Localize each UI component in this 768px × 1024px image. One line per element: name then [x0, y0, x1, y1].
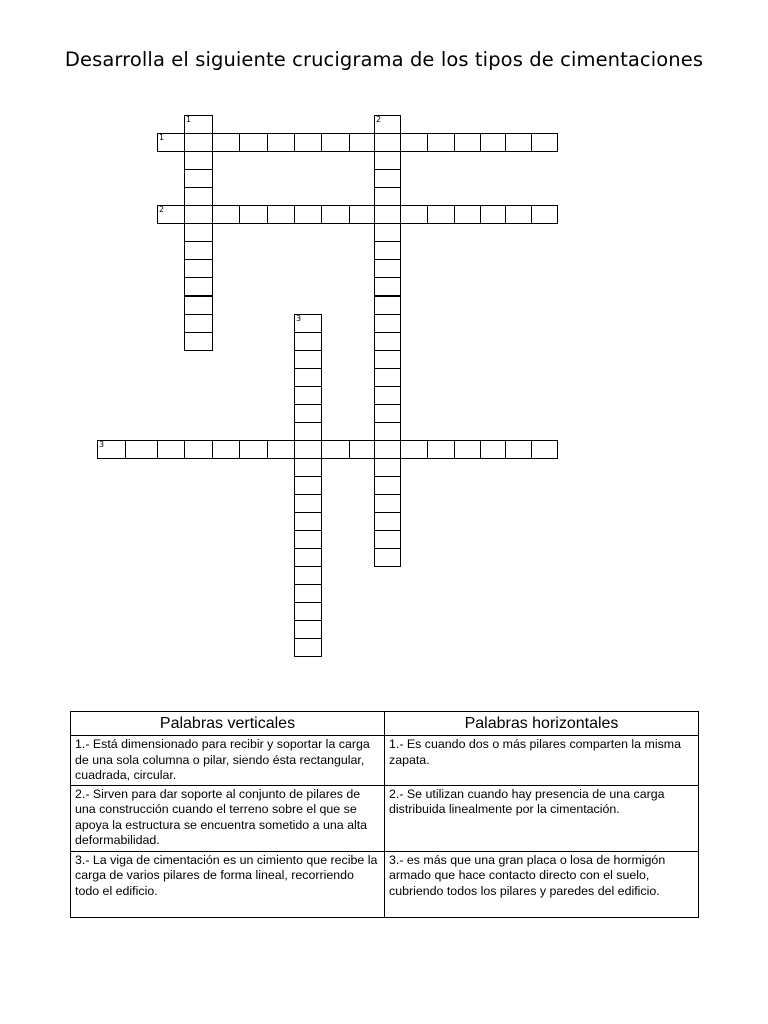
crossword-cell[interactable]	[531, 440, 558, 459]
crossword-cell[interactable]	[480, 133, 506, 152]
crossword-cell[interactable]	[294, 638, 322, 657]
crossword-cell[interactable]	[374, 277, 401, 296]
crossword-cell[interactable]	[294, 440, 322, 459]
clue-row	[71, 736, 699, 786]
crossword-cell[interactable]	[294, 368, 322, 387]
crossword-cell[interactable]	[374, 404, 401, 423]
crossword-cell[interactable]	[239, 133, 268, 152]
crossword-cell[interactable]	[294, 314, 322, 333]
crossword-cell[interactable]	[184, 187, 213, 206]
crossword-cell[interactable]	[374, 205, 401, 224]
crossword-cell[interactable]	[184, 259, 213, 278]
crossword-cell[interactable]	[480, 440, 506, 459]
crossword-cell[interactable]	[427, 440, 455, 459]
crossword-cell[interactable]	[157, 440, 185, 459]
crossword-cell[interactable]	[374, 530, 401, 549]
crossword-cell[interactable]	[321, 440, 350, 459]
crossword-cell[interactable]	[321, 133, 350, 152]
crossword-cell[interactable]	[294, 422, 322, 441]
crossword-cell[interactable]	[400, 205, 428, 224]
crossword-cell[interactable]	[184, 133, 213, 152]
crossword-cell[interactable]	[184, 296, 213, 315]
crossword-cell[interactable]	[239, 440, 268, 459]
clue-row	[71, 785, 699, 851]
crossword-cell[interactable]	[184, 241, 213, 260]
crossword-cell[interactable]	[374, 476, 401, 495]
clues-header-row	[71, 712, 699, 736]
crossword-cell[interactable]	[374, 422, 401, 441]
crossword-cell[interactable]	[454, 440, 481, 459]
crossword-cell[interactable]	[321, 205, 350, 224]
crossword-cell[interactable]	[374, 548, 401, 567]
crossword-cell[interactable]	[184, 277, 213, 296]
crossword-cell[interactable]	[374, 368, 401, 387]
crossword-cell[interactable]	[374, 187, 401, 206]
vertical-clue-1: 1.- Está dimensionado para recibir y soportar la carga de una sola columna o pilar, siendo ésta rectangular, cuadrada, circular.	[71, 736, 385, 786]
crossword-cell[interactable]	[294, 386, 322, 405]
crossword-cell[interactable]	[349, 440, 375, 459]
crossword-cell[interactable]	[184, 332, 213, 351]
crossword-cell[interactable]	[374, 169, 401, 188]
crossword-cell[interactable]	[184, 151, 213, 170]
crossword-cell[interactable]	[505, 440, 532, 459]
crossword-cell[interactable]	[427, 205, 455, 224]
horizontal-clue-3: 3.- es más que una gran placa o losa de hormigón armado que hace contacto directo con el suelo, cubriendo todos los pilares y paredes del edificio.	[385, 851, 699, 917]
crossword-cell[interactable]	[294, 458, 322, 477]
crossword-cell[interactable]	[294, 332, 322, 351]
crossword-cell[interactable]	[374, 440, 401, 459]
crossword-cell[interactable]	[427, 133, 455, 152]
crossword-cell[interactable]	[267, 205, 295, 224]
crossword-cell[interactable]	[454, 205, 481, 224]
clue-row	[71, 851, 699, 917]
crossword-cell[interactable]	[184, 115, 213, 134]
crossword-cell[interactable]	[294, 512, 322, 531]
crossword-cell[interactable]	[374, 458, 401, 477]
crossword-cell[interactable]	[294, 476, 322, 495]
crossword-cell[interactable]	[212, 440, 240, 459]
crossword-cell[interactable]	[480, 205, 506, 224]
clues-table	[70, 711, 699, 918]
crossword-cell[interactable]	[374, 314, 401, 333]
crossword-cell[interactable]	[374, 241, 401, 260]
horizontal-clue-2: 2.- Se utilizan cuando hay presencia de una carga distribuida linealmente por la cimentación.	[385, 785, 699, 851]
crossword-cell[interactable]	[294, 548, 322, 567]
crossword-cell[interactable]	[184, 169, 213, 188]
crossword-cell[interactable]	[157, 205, 185, 224]
crossword-cell[interactable]	[239, 205, 268, 224]
crossword-cell[interactable]	[374, 512, 401, 531]
crossword-cell[interactable]	[294, 494, 322, 513]
crossword-cell[interactable]	[505, 205, 532, 224]
horizontal-words-header: Palabras horizontales	[385, 712, 699, 736]
horizontal-word-number: 2	[159, 205, 165, 214]
crossword-cell[interactable]	[400, 133, 428, 152]
crossword-cell[interactable]	[157, 133, 185, 152]
crossword-cell[interactable]	[294, 602, 322, 621]
vertical-words-header: Palabras verticales	[71, 712, 385, 736]
crossword-cell[interactable]	[374, 115, 401, 134]
crossword-cell[interactable]	[212, 205, 240, 224]
page-title: Desarrolla el siguiente crucigrama de los tipos de cimentaciones	[64, 48, 704, 71]
crossword-cell[interactable]	[294, 584, 322, 603]
crossword-cell[interactable]	[531, 133, 558, 152]
crossword-cell[interactable]	[184, 440, 213, 459]
crossword-cell[interactable]	[505, 133, 532, 152]
crossword-cell[interactable]	[125, 440, 158, 459]
vertical-word-number: 2	[376, 115, 382, 124]
crossword-cell[interactable]	[184, 223, 213, 242]
vertical-clue-3: 3.- La viga de cimentación es un cimiento que recibe la carga de varios pilares de forma lineal, recorriendo todo el edificio.	[71, 851, 385, 917]
crossword-cell[interactable]	[184, 314, 213, 333]
crossword-cell[interactable]	[374, 259, 401, 278]
crossword-cell[interactable]	[294, 404, 322, 423]
crossword-cell[interactable]	[97, 440, 126, 459]
crossword-cell[interactable]	[184, 205, 213, 224]
vertical-clue-2: 2.- Sirven para dar soporte al conjunto de pilares de una construcción cuando el terreno sobre el que se apoya la estructura se encuentra sometido a una alta deformabilidad.	[71, 785, 385, 851]
crossword-cell[interactable]	[349, 133, 375, 152]
crossword-cell[interactable]	[531, 205, 558, 224]
crossword-cell[interactable]	[374, 223, 401, 242]
crossword-cell[interactable]	[349, 205, 375, 224]
crossword-cell[interactable]	[374, 386, 401, 405]
crossword-cell[interactable]	[294, 205, 322, 224]
crossword-cell[interactable]	[294, 566, 322, 585]
crossword-cell[interactable]	[267, 133, 295, 152]
crossword-cell[interactable]	[400, 440, 428, 459]
crossword-cell[interactable]	[294, 620, 322, 639]
crossword-cell[interactable]	[374, 350, 401, 369]
crossword-cell[interactable]	[374, 296, 401, 315]
horizontal-word-number: 3	[99, 440, 105, 449]
crossword-cell[interactable]	[374, 332, 401, 351]
crossword-cell[interactable]	[294, 133, 322, 152]
horizontal-word-number: 1	[159, 133, 165, 142]
crossword-cell[interactable]	[294, 350, 322, 369]
vertical-word-number: 1	[186, 115, 192, 124]
crossword-cell[interactable]	[212, 133, 240, 152]
crossword-cell[interactable]	[454, 133, 481, 152]
crossword-cell[interactable]	[267, 440, 295, 459]
horizontal-clue-1: 1.- Es cuando dos o más pilares comparten la misma zapata.	[385, 736, 699, 786]
crossword-cell[interactable]	[374, 494, 401, 513]
crossword-cell[interactable]	[374, 133, 401, 152]
crossword-cell[interactable]	[374, 151, 401, 170]
vertical-word-number: 3	[296, 314, 302, 323]
crossword-cell[interactable]	[294, 530, 322, 549]
